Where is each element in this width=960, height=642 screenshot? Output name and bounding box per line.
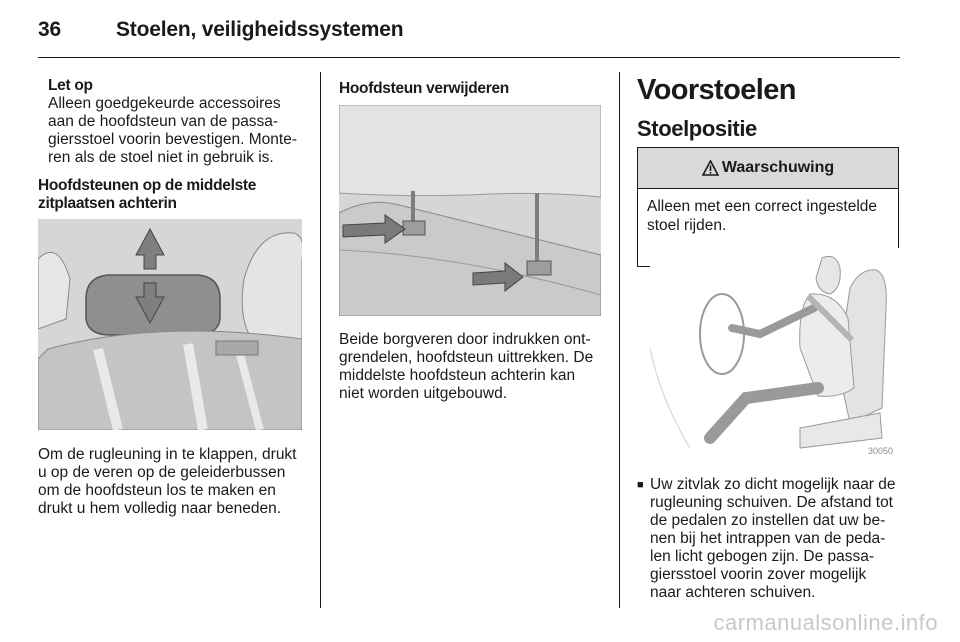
note-line: aan de hoofdsteun van de passa- <box>48 113 279 130</box>
warning-title: Waarschuwing <box>721 159 835 176</box>
body-line: u op de veren op de geleiderbussen <box>38 464 286 481</box>
headrest-adjust-illustration <box>38 219 302 430</box>
note-line: giersstoel voorin bevestigen. Monte- <box>48 131 297 148</box>
warning-header <box>638 148 898 189</box>
body-line: Beide borgveren door indrukken ont- <box>339 331 591 348</box>
header-rule <box>38 57 900 58</box>
section-heading-remove-headrest <box>339 80 609 98</box>
subsection-title-seat-position: Stoelpositie <box>637 116 757 141</box>
body-line: drukt u hem volledig naar beneden. <box>38 500 281 517</box>
heading-line: Hoofdsteunen op de middelste <box>38 177 257 194</box>
middle-body-text <box>339 331 609 403</box>
note-line: Alleen goedgekeurde accessoires <box>48 95 281 112</box>
note-title: Let op <box>48 77 93 94</box>
headrest-removal-illustration <box>339 105 601 316</box>
bullet-line: rugleuning schuiven. De afstand tot <box>650 494 893 511</box>
heading-line: Hoofdsteun verwijderen <box>339 80 509 97</box>
bullet-text <box>650 476 899 602</box>
bullet-line: len licht gebogen zijn. De passa- <box>650 548 875 565</box>
column-divider-right <box>619 72 620 608</box>
column-divider-left <box>320 72 321 608</box>
body-line: om de hoofdsteun los te maken en <box>38 482 276 499</box>
note-line: ren als de stoel niet in gebruik is. <box>48 149 274 166</box>
left-body-text <box>38 446 310 518</box>
bullet-line: giersstoel voorin zover mogelijk <box>650 566 867 583</box>
bullet-line: nen bij het intrappen van de peda- <box>650 530 886 547</box>
warning-triangle-icon <box>702 160 719 176</box>
bullet-line: de pedalen zo instellen dat uw be- <box>650 512 886 529</box>
warning-text <box>638 189 898 243</box>
page-title: Stoelen, veiligheidssystemen <box>116 18 404 41</box>
heading-line: zitplaatsen achterin <box>38 195 177 212</box>
page-header <box>38 18 403 42</box>
body-line: middelste hoofdsteun achterin kan <box>339 367 576 384</box>
seat-position-illustration <box>650 248 900 458</box>
section-title-front-seats: Voorstoelen <box>637 74 796 106</box>
bullet-icon: ■ <box>637 479 644 491</box>
warning-line: Alleen met een correct ingestelde <box>647 198 878 215</box>
body-line: niet worden uitgebouwd. <box>339 385 508 402</box>
note-box <box>48 77 310 167</box>
warning-line: stoel rijden. <box>647 217 727 234</box>
page-number: 36 <box>38 18 61 41</box>
section-heading-middle-headrests <box>38 177 308 213</box>
body-line: grendelen, hoofdsteun uittrekken. De <box>339 349 594 366</box>
bullet-item <box>637 476 899 602</box>
body-line: Om de rugleuning in te klappen, drukt <box>38 446 297 463</box>
watermark: carmanualsonline.info <box>713 610 938 635</box>
bullet-line: naar achteren schuiven. <box>650 584 816 601</box>
figure-code: 30050 <box>868 446 894 456</box>
bullet-line: Uw zitvlak zo dicht mogelijk naar de <box>650 476 896 493</box>
